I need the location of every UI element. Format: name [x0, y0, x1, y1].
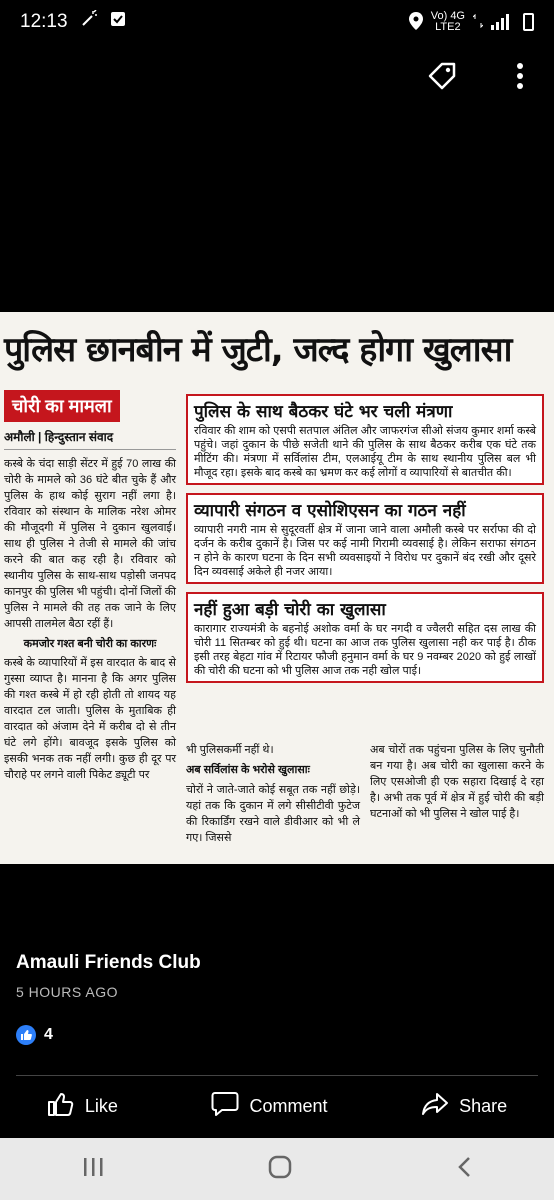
thumbs-up-icon [47, 1091, 75, 1122]
post-time: 5 HOURS AGO [16, 984, 118, 1000]
data-arrows-icon [473, 14, 483, 31]
article-intro: कस्बे के चंदा साड़ी सेंटर में हुई 70 लाख की चोरी के मामले को 36 घंटे बीत चुके हैं और पुलिस के हाथ कोई सुराग नहीं लगा है। रविवार को संस्थान के मालिक नरेश ओमर की मौजूदगी में पुलिस ने दुकान खुलवाई। साथ ही पुलिस ने तेजी से मामले की जांच करने की बात कह रही है। रविवार को स्थानीय पुलिस के साथ-साथ पड़ोसी जनपद कानपुर की पुलिस भी पहुंची। दोनों जिलों की पुलिस ने मामले की तह तक जाने के लिए आपसी तालमेल बैठा रहीं हैं। [4, 458, 176, 630]
article-subhead-1: कमजोर गश्त बनी चोरी का कारणः [23, 638, 157, 650]
location-icon [409, 12, 423, 33]
box-3-text: कारागार राज्यमंत्री के बहनोई अशोक वर्मा के घर नगदी व ज्वैलरी सहित दस लाख की चोरी 11 सितम्बर को हुई थी। घटना का आज तक पुलिस खुलासा नही कर पाई है। ठीक इसी तरह बेहटा गांव में रिटायर फौजी हनुमान वर्मा के घर 9 नवम्बर 2020 को हुई लाखों की चोरी की घटना को भी पुलिस आज तक नही खोल पाई। [194, 623, 536, 677]
share-label: Share [459, 1095, 508, 1116]
more-options-icon[interactable] [504, 60, 536, 92]
article-headline: पुलिस छानबीन में जुटी, जल्द होगा खुलासा [4, 330, 512, 370]
box-2-text: व्यापारी नगरी नाम से सुदूरवर्ती क्षेत्र में जाना जाने वाला अमौली कस्बे पर सर्राफा की दो दर्जन के करीब दुकानें है। जिस पर कई नामी गिरामी व्यवसाई है। लेकिन सराफा संगठन न होने के कारण घटना के दिन सभी व्यवसाइयों ने विरोध पर दुकानें बंद रखी और दूसरे दिन व्यवसाई अकेले ही नजर आया। [194, 524, 536, 578]
article-para-2: कस्बे के व्यापारियों में इस वारदात के बाद से गुस्सा व्याप्त है। मानना है कि अगर पुलिस की गश्त कस्बे में हो रही होती तो शायद यह वारदात टल जाती। पुलिस के मुताबिक ही वारदात को अंजाम देने में करीब दो से तीन घंटे लगे होंगे। बावजूद इसके पुलिस को इसकी भनक तक नहीं लगी। कुछ ही दूर पर चौराहे पर लगने वाली पिकेट ड्यूटी पर [4, 657, 176, 781]
article-subhead-2: अब सर्विलांस के भरोसे खुलासाः [186, 764, 310, 776]
share-button[interactable] [421, 1091, 507, 1122]
article-box-1 [186, 394, 544, 485]
article-box-3 [186, 592, 544, 683]
article-right-column [186, 394, 544, 691]
like-reaction-icon [16, 1025, 36, 1045]
status-bar [0, 0, 554, 44]
article-bottom-columns [186, 742, 544, 846]
back-icon[interactable] [455, 1155, 473, 1184]
box-1-title: पुलिस के साथ बैठकर घंटे भर चली मंत्रणा [194, 402, 453, 422]
comment-bubble-icon [211, 1091, 239, 1122]
tag-icon[interactable] [426, 60, 458, 92]
mid-column-text-b: चोरों ने जाते-जाते कोई सबूत तक नहीं छोड़े। यहां तक कि दुकान में लगे सीसीटीवी फुटेज की रिकार्डिंग रखने वाले डीवीआर को भी ले गए। जिससे [186, 784, 360, 844]
reactions-summary[interactable] [16, 1025, 53, 1045]
newspaper-clipping[interactable] [0, 312, 554, 864]
reaction-count: 4 [44, 1026, 53, 1043]
recent-apps-icon[interactable] [81, 1156, 105, 1183]
article-right-text: अब चोरों तक पहुंचना पुलिस के लिए चुनौती बन गया है। अब चोरी का खुलासा करने के लिए एसओजी ही एक सहारा दिखाई दे रहा है। अभी तक पूर्व में क्षेत्र में हुई चोरी की बड़ी घटनाओं को भी पुलिस ने खोल पाई है। [370, 744, 544, 820]
photo-toolbar [426, 60, 536, 92]
like-label: Like [84, 1095, 118, 1116]
article-byline: अमौली | हिन्दुस्तान संवाद [4, 428, 176, 450]
share-arrow-icon [421, 1091, 449, 1122]
box-2-title: व्यापारी संगठन व एसोशिएसन का गठन नहीं [194, 501, 466, 521]
comment-label: Comment [249, 1095, 328, 1116]
system-nav-bar [0, 1138, 554, 1200]
network-label: Vo) 4G [430, 10, 465, 22]
status-time: 12:13 [20, 11, 68, 32]
box-3-title: नहीं हुआ बड़ी चोरी का खुलासा [194, 600, 386, 620]
signal-icon [491, 14, 509, 30]
article-box-2 [186, 493, 544, 584]
like-button[interactable] [47, 1091, 118, 1122]
check-box-icon [110, 11, 126, 33]
article-mid-column [186, 742, 360, 846]
article-tag: चोरी का मामला [4, 390, 120, 422]
home-icon[interactable] [267, 1154, 293, 1185]
post-actions [0, 1084, 554, 1128]
page-name-link[interactable]: Amauli Friends Club [16, 952, 201, 973]
comment-button[interactable] [211, 1091, 327, 1122]
article-left-column [4, 390, 176, 783]
mid-column-text-a: भी पुलिसकर्मी नहीं थे। [186, 744, 274, 756]
post-meta [16, 952, 201, 1000]
divider [16, 1075, 538, 1076]
box-1-text: रविवार की शाम को एसपी सतपाल अंतिल और जाफरगंज सीओ संजय कुमार शर्मा कस्बे पहुंचे। जहां दुकान के पीछे सजेती थाने की पुलिस के साथ बैठकर करीब एक घंटे तक मीटिंग की। मंत्रणा में सर्विलांस टीम, एलआईयू टीम के साथ स्थानीय पुलिस बल भी मौजूद रहा। इसके बाद कस्बे का भ्रमण कर कई लोगों व व्यापारियों से बातचीत की। [194, 425, 536, 479]
network-sub-label: LTE2 [435, 21, 461, 33]
battery-icon [523, 13, 534, 31]
magic-wand-icon [80, 10, 98, 34]
